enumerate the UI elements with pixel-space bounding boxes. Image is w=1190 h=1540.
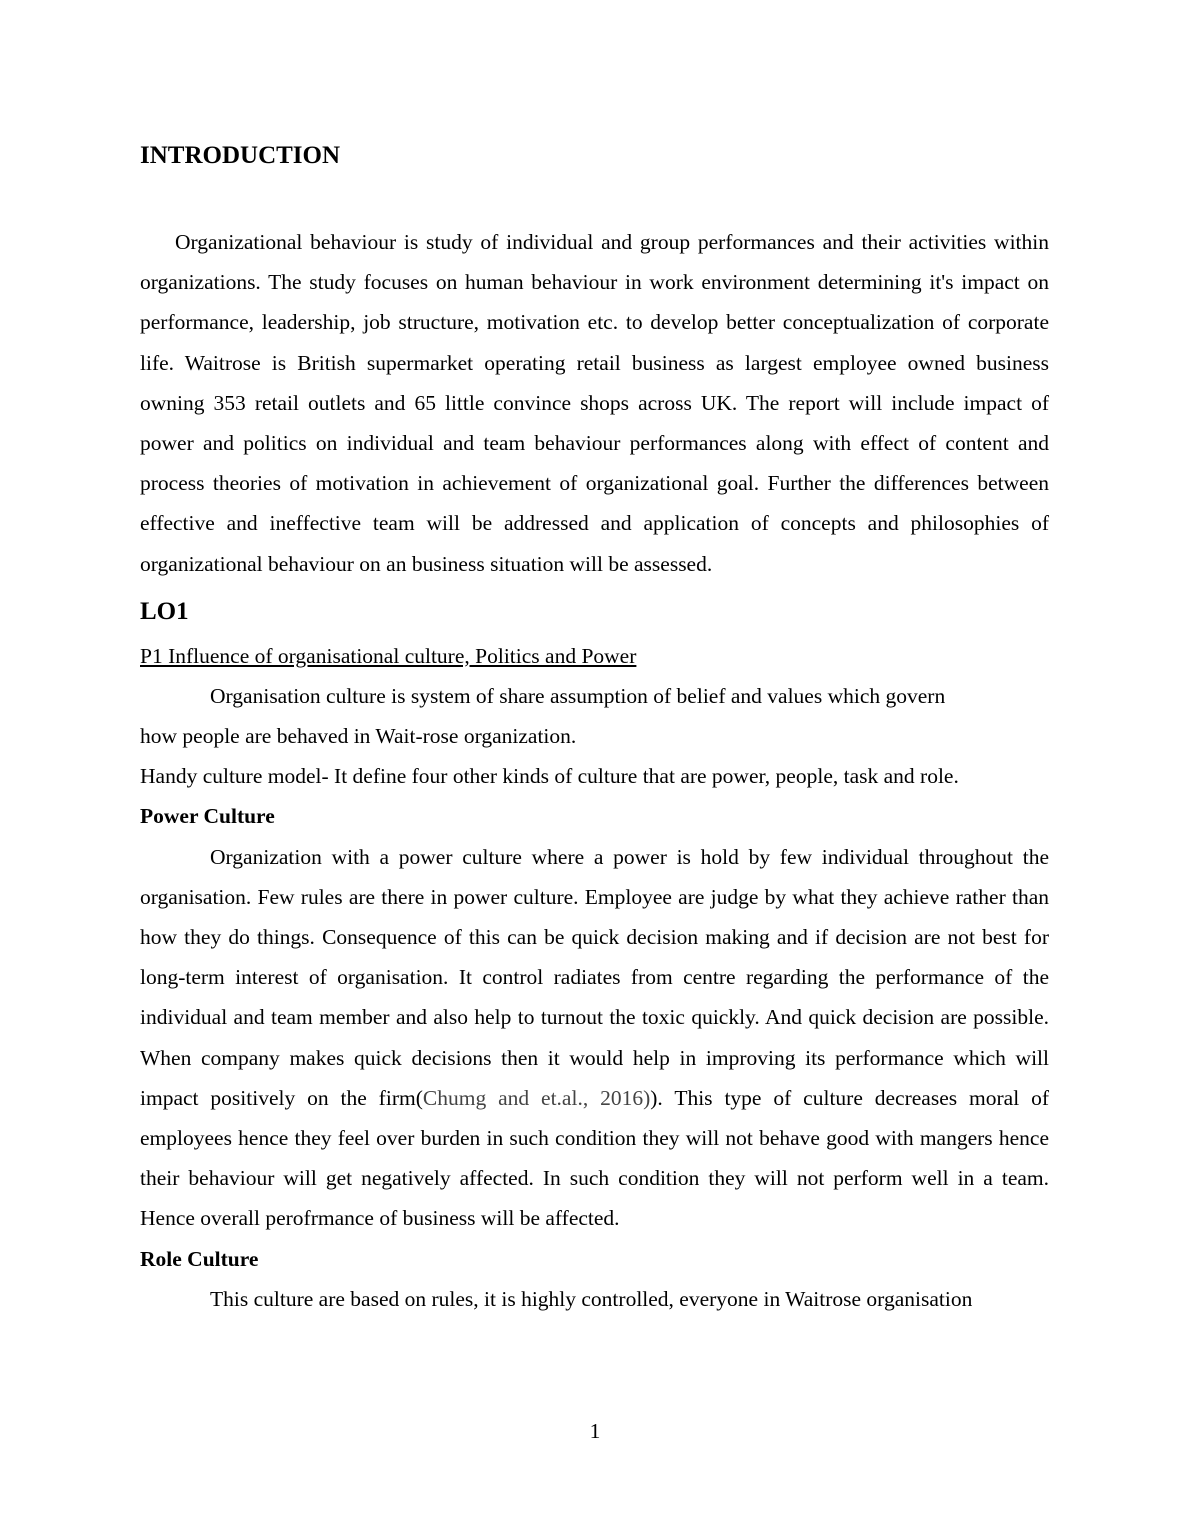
introduction-paragraph: Organizational behaviour is study of individual and group performances and their activities within organizations. The study focuses on human behaviour in work environment determining it's impact on performance, leadership, job structure, motivation etc. to develop better conceptualization of corporate life. Waitrose is British supermarket operating retail business as largest employee owned business owning 353 retail outlets and 65 little convince shops across UK. The report will include impact of power and politics on individual and team behaviour performances along with effect of content and process theories of motivation in achievement of organizational goal. Further the differences between effective and ineffective team will be addressed and application of concepts and philosophies of organizational behaviour on an business situation will be assessed.	[140, 230, 1049, 576]
introduction-heading: INTRODUCTION	[140, 142, 341, 169]
power-culture-text-part-1: Organization with a power culture where a power is hold by few individual throughout the organisation. Few rules are there in power culture. Employee are judge by what they achieve rather than how they do things. Consequence of this can be quick decision making and if decision are not best for long-term interest of organisation. It control radiates from centre regarding the performance of the individual and team member and also help to turnout the toxic quickly. And quick decision are possible. When company makes quick decisions then it would help in improving its performance which will impact positively on the firm(	[140, 844, 1049, 1110]
culture-definition-line-1: Organisation culture is system of share assumption of belief and values which govern	[210, 683, 946, 708]
page-content	[140, 138, 1049, 1319]
power-culture-heading: Power Culture	[140, 804, 275, 829]
role-culture-heading: Role Culture	[140, 1246, 259, 1271]
p1-subheading: P1 Influence of organisational culture, Politics and Power	[140, 643, 637, 668]
culture-definition-line-2: how people are behaved in Wait-rose organization.	[140, 724, 577, 749]
handy-model-sentence: Handy culture model- It define four other kinds of culture that are power, people, task and role.	[140, 764, 959, 789]
power-culture-text-part-2: ). This type of culture decreases moral of employees hence they feel over burden in such condition they will not behave good with mangers hence their behaviour will get negatively affected. In such condition they will not perform well in a team. Hence overall perofrmance of business will be affected.	[140, 1085, 1049, 1231]
power-culture-paragraph	[140, 837, 1049, 1239]
page-number: 1	[589, 1419, 601, 1443]
role-culture-paragraph: This culture are based on rules, it is highly controlled, everyone in Waitrose organisation	[210, 1286, 973, 1311]
lo1-heading: LO1	[140, 597, 189, 625]
power-culture-citation: Chumg and et.al., 2016)	[422, 1085, 651, 1110]
